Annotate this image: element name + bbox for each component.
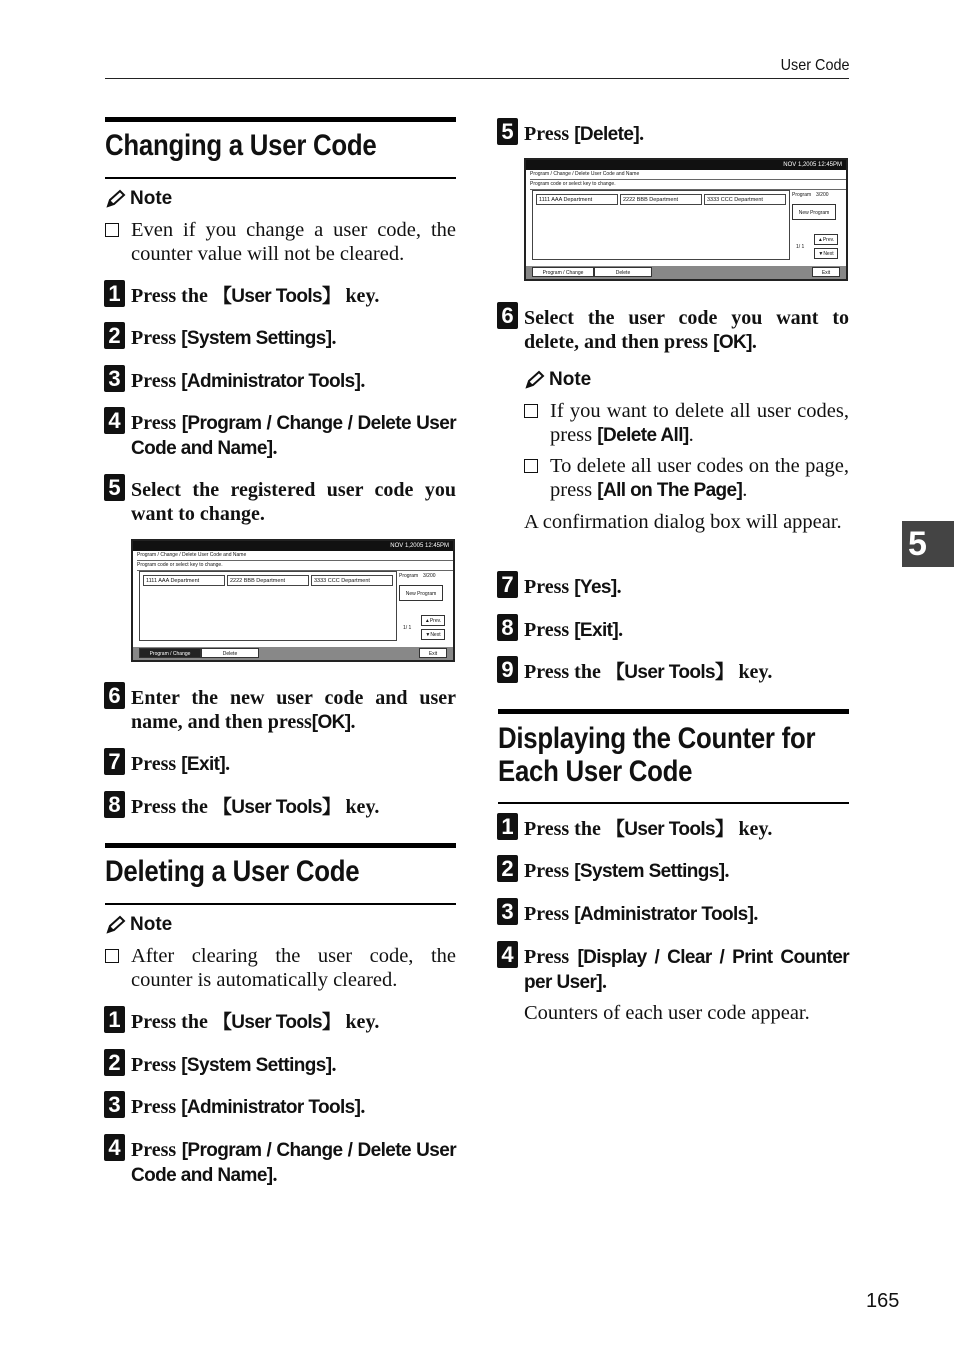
note-item: If you want to delete all user codes, press [Delete All]. — [550, 399, 849, 448]
step-5: 5 Press [Delete]. — [524, 122, 849, 147]
program-change-tab[interactable]: Program / Change — [139, 648, 201, 658]
chapter-tab: 5 — [902, 521, 954, 567]
section-changing-user-code — [105, 117, 456, 179]
section-displaying-counter — [498, 709, 849, 804]
note-item: To delete all user codes on the page, press [All on The Page]. — [550, 454, 849, 503]
pencil-icon — [105, 189, 127, 209]
checkbox-icon — [105, 223, 119, 237]
delete-tab[interactable]: Delete — [201, 648, 259, 658]
user-code-list-screenshot: NOV 1,2005 12:45PM Program / Change / Delete User Code and Name Program code or select key to change. 1111 AAA Department 2222 BBB Department 3333 CCC Department Program 3/200 New Program 1/ 1 ▲Prev. ▼Next Program / Change Delete Exit — [131, 539, 455, 662]
step-7: 7 Press [Yes]. — [524, 575, 849, 600]
step-3: 3 Press [Administrator Tools]. — [524, 902, 849, 927]
prev-button[interactable]: ▲Prev. — [421, 615, 445, 626]
pencil-icon — [105, 915, 127, 935]
counters-text: Counters of each user code appear. — [524, 1002, 810, 1024]
delete-tab[interactable]: Delete — [594, 267, 652, 277]
step-8: 8 Press the 【User Tools】 key. — [131, 795, 456, 820]
step-5: 5 Select the registered user code you want to change. — [131, 478, 456, 526]
step-4: 4 Press [Display / Clear / Print Counter per User]. — [524, 945, 849, 995]
section-title-line-1: Displaying the Counter for — [498, 722, 816, 755]
section-title: Changing a User Code — [105, 129, 377, 162]
pencil-icon — [524, 370, 546, 390]
new-program-button[interactable]: New Program — [399, 585, 443, 601]
new-program-button[interactable]: New Program — [792, 204, 836, 220]
note-heading: Note — [524, 369, 591, 391]
delete-user-code-screenshot: NOV 1,2005 12:45PM Program / Change / Delete User Code and Name Program code or select key to change. 1111 AAA Department 2222 BBB Department 3333 CCC Department Program 3/200 New Program 1/ 1 ▲Prev. ▼Next Program / Change Delete Exit — [524, 158, 848, 281]
note-item: After clearing the user code, the counter is automatically cleared. — [131, 944, 456, 992]
step-3: 3 Press [Administrator Tools]. — [131, 1095, 456, 1120]
section-title-line-2: Each User Code — [498, 755, 693, 788]
exit-button[interactable]: Exit — [812, 267, 840, 277]
exit-button[interactable]: Exit — [419, 648, 447, 658]
step-2: 2 Press [System Settings]. — [524, 859, 849, 884]
note-heading: Note — [105, 188, 172, 210]
checkbox-icon — [105, 949, 119, 963]
step-1: 1 Press the 【User Tools】 key. — [131, 1010, 456, 1035]
note-heading: Note — [105, 914, 172, 936]
step-9: 9 Press the 【User Tools】 key. — [524, 660, 849, 685]
step-7: 7 Press [Exit]. — [131, 752, 456, 777]
prev-button[interactable]: ▲Prev. — [814, 234, 838, 245]
step-3: 3 Press [Administrator Tools]. — [131, 369, 456, 394]
checkbox-icon — [524, 404, 538, 418]
step-8: 8 Press [Exit]. — [524, 618, 849, 643]
step-2: 2 Press [System Settings]. — [131, 326, 456, 351]
note-item: Even if you change a user code, the counter value will not be cleared. — [131, 218, 456, 266]
section-deleting-user-code — [105, 843, 456, 905]
step-4: 4 Press [Program / Change / Delete User Code and Name]. — [131, 1138, 456, 1188]
program-change-tab[interactable]: Program / Change — [532, 267, 594, 277]
next-button[interactable]: ▼Next — [814, 248, 838, 259]
confirmation-text: A confirmation dialog box will appear. — [524, 511, 842, 533]
next-button[interactable]: ▼Next — [421, 629, 445, 640]
page-number: 165 — [866, 1290, 900, 1312]
checkbox-icon — [524, 459, 538, 473]
running-title: User Code — [780, 57, 849, 74]
section-title: Deleting a User Code — [105, 855, 360, 888]
step-4: 4 Press [Program / Change / Delete User Code and Name]. — [131, 411, 456, 461]
step-1: 1 Press the 【User Tools】 key. — [131, 284, 456, 309]
running-header — [105, 56, 849, 79]
step-6: 6 Select the user code you want to delete, and then press [OK]. — [524, 306, 849, 355]
step-1: 1 Press the 【User Tools】 key. — [524, 817, 849, 842]
step-6: 6 Enter the new user code and user name, and then press[OK]. — [131, 686, 456, 735]
step-2: 2 Press [System Settings]. — [131, 1053, 456, 1078]
